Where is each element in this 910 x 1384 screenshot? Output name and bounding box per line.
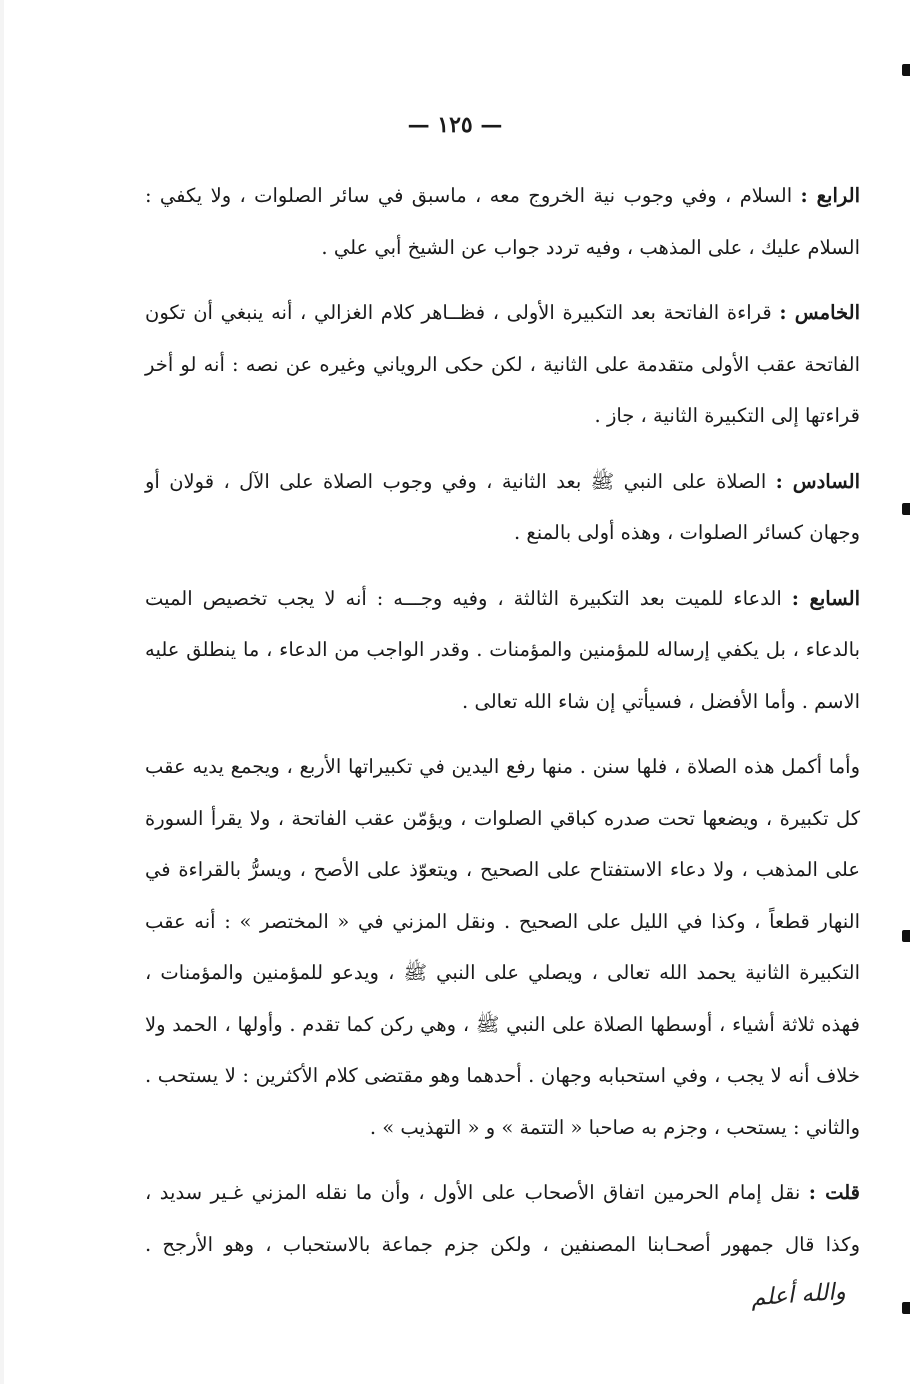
binding-mark bbox=[902, 64, 910, 76]
paragraph-lead: الرابع : bbox=[800, 184, 860, 207]
paragraph-lead: الخامس : bbox=[779, 301, 860, 324]
paragraph-sixth bbox=[145, 456, 860, 559]
page-body bbox=[145, 170, 860, 1322]
paragraph-text: وأما أكمل هذه الصلاة ، فلها سنن . منها رفع اليدين في تكبيراتها الأربع ، ويجمع يديه عقب كل تكبيرة ، ويضعها تحت صدره كباقي الصلوات ، ويؤمّن عقب الفاتحة ، ولا يقرأ السورة على المذهب ، ولا دعاء الاستفتاح على الصحيح ، ويتعوّذ على الأصح ، ويسرُّ بالقراءة في النهار قطعاً ، وكذا في الليل على الصحيح . ونقل المزني في « المختصر » : أنه عقب التكبيرة الثانية يحمد الله تعالى ، ويصلي على النبي ﷺ ، ويدعو للمؤمنين والمؤمنات ، فهذه ثلاثة أشياء ، أوسطها الصلاة على النبي ﷺ ، وهي ركن كما تقدم . وأولها ، الحمد ولا خلاف أنه لا يجب ، وفي استحبابه وجهان . أحدهما وهو مقتضى كلام الأكثرين : لا يستحب . والثاني : يستحب ، وجزم به صاحبا « التتمة » و « التهذيب » . bbox=[145, 755, 860, 1139]
paragraph-lead: السادس : bbox=[775, 469, 860, 493]
paragraph-sunan bbox=[145, 741, 860, 1153]
page-edge-shadow bbox=[0, 0, 4, 1384]
binding-mark bbox=[902, 930, 910, 942]
page-number: — ١٢٥ — bbox=[407, 112, 503, 138]
paragraph-seventh bbox=[145, 573, 860, 728]
paragraph-qultu bbox=[145, 1167, 860, 1322]
paragraph-fourth bbox=[145, 170, 860, 273]
paragraph-fifth bbox=[145, 287, 860, 442]
binding-mark bbox=[902, 1302, 910, 1314]
paragraph-lead: قلت : bbox=[808, 1181, 860, 1204]
paragraph-text: نقل إمام الحرمين اتفاق الأصحاب على الأول ، وأن ما نقله المزني غـير سديد ، وكذا قال جمهور أصحـابنا المصنفين ، ولكن جزم جماعة بالاستحباب ، وهو الأرجح . bbox=[145, 1181, 860, 1256]
paragraph-lead: السابع : bbox=[791, 586, 860, 610]
binding-mark bbox=[902, 503, 910, 515]
paragraph-text: الدعاء للميت بعد التكبيرة الثالثة ، وفيه وجـــه : أنه لا يجب تخصيص الميت بالدعاء ، بل يكفي إرساله للمؤمنين والمؤمنات . وقدر الواجب من الدعاء ، ما ينطلق عليه الاسم . وأما الأفضل ، فسيأتي إن شاء الله تعالى . bbox=[145, 586, 860, 713]
paragraph-text: قراءة الفاتحة بعد التكبيرة الأولى ، فظــاهر كلام الغزالي ، أنه ينبغي أن تكون الفاتحة عقب الأولى متقدمة على الثانية ، لكن حكى الروياني وغيره عن نصه : أنه لو أخر قراءتها إلى التكبيرة الثانية ، جاز . bbox=[145, 301, 860, 427]
paragraph-text: الصلاة على النبي ﷺ بعد الثانية ، وفي وجوب الصلاة على الآل ، قولان أو وجهان كسائر الصلوات ، وهذه أولى بالمنع . bbox=[145, 469, 860, 544]
paragraph-text: السلام ، وفي وجوب نية الخروج معه ، ماسبق في سائر الصلوات ، ولا يكفي : السلام عليك ، على المذهب ، وفيه تردد جواب عن الشيخ أبي علي . bbox=[145, 184, 860, 259]
closing-note: والله أعلم bbox=[750, 1278, 847, 1312]
